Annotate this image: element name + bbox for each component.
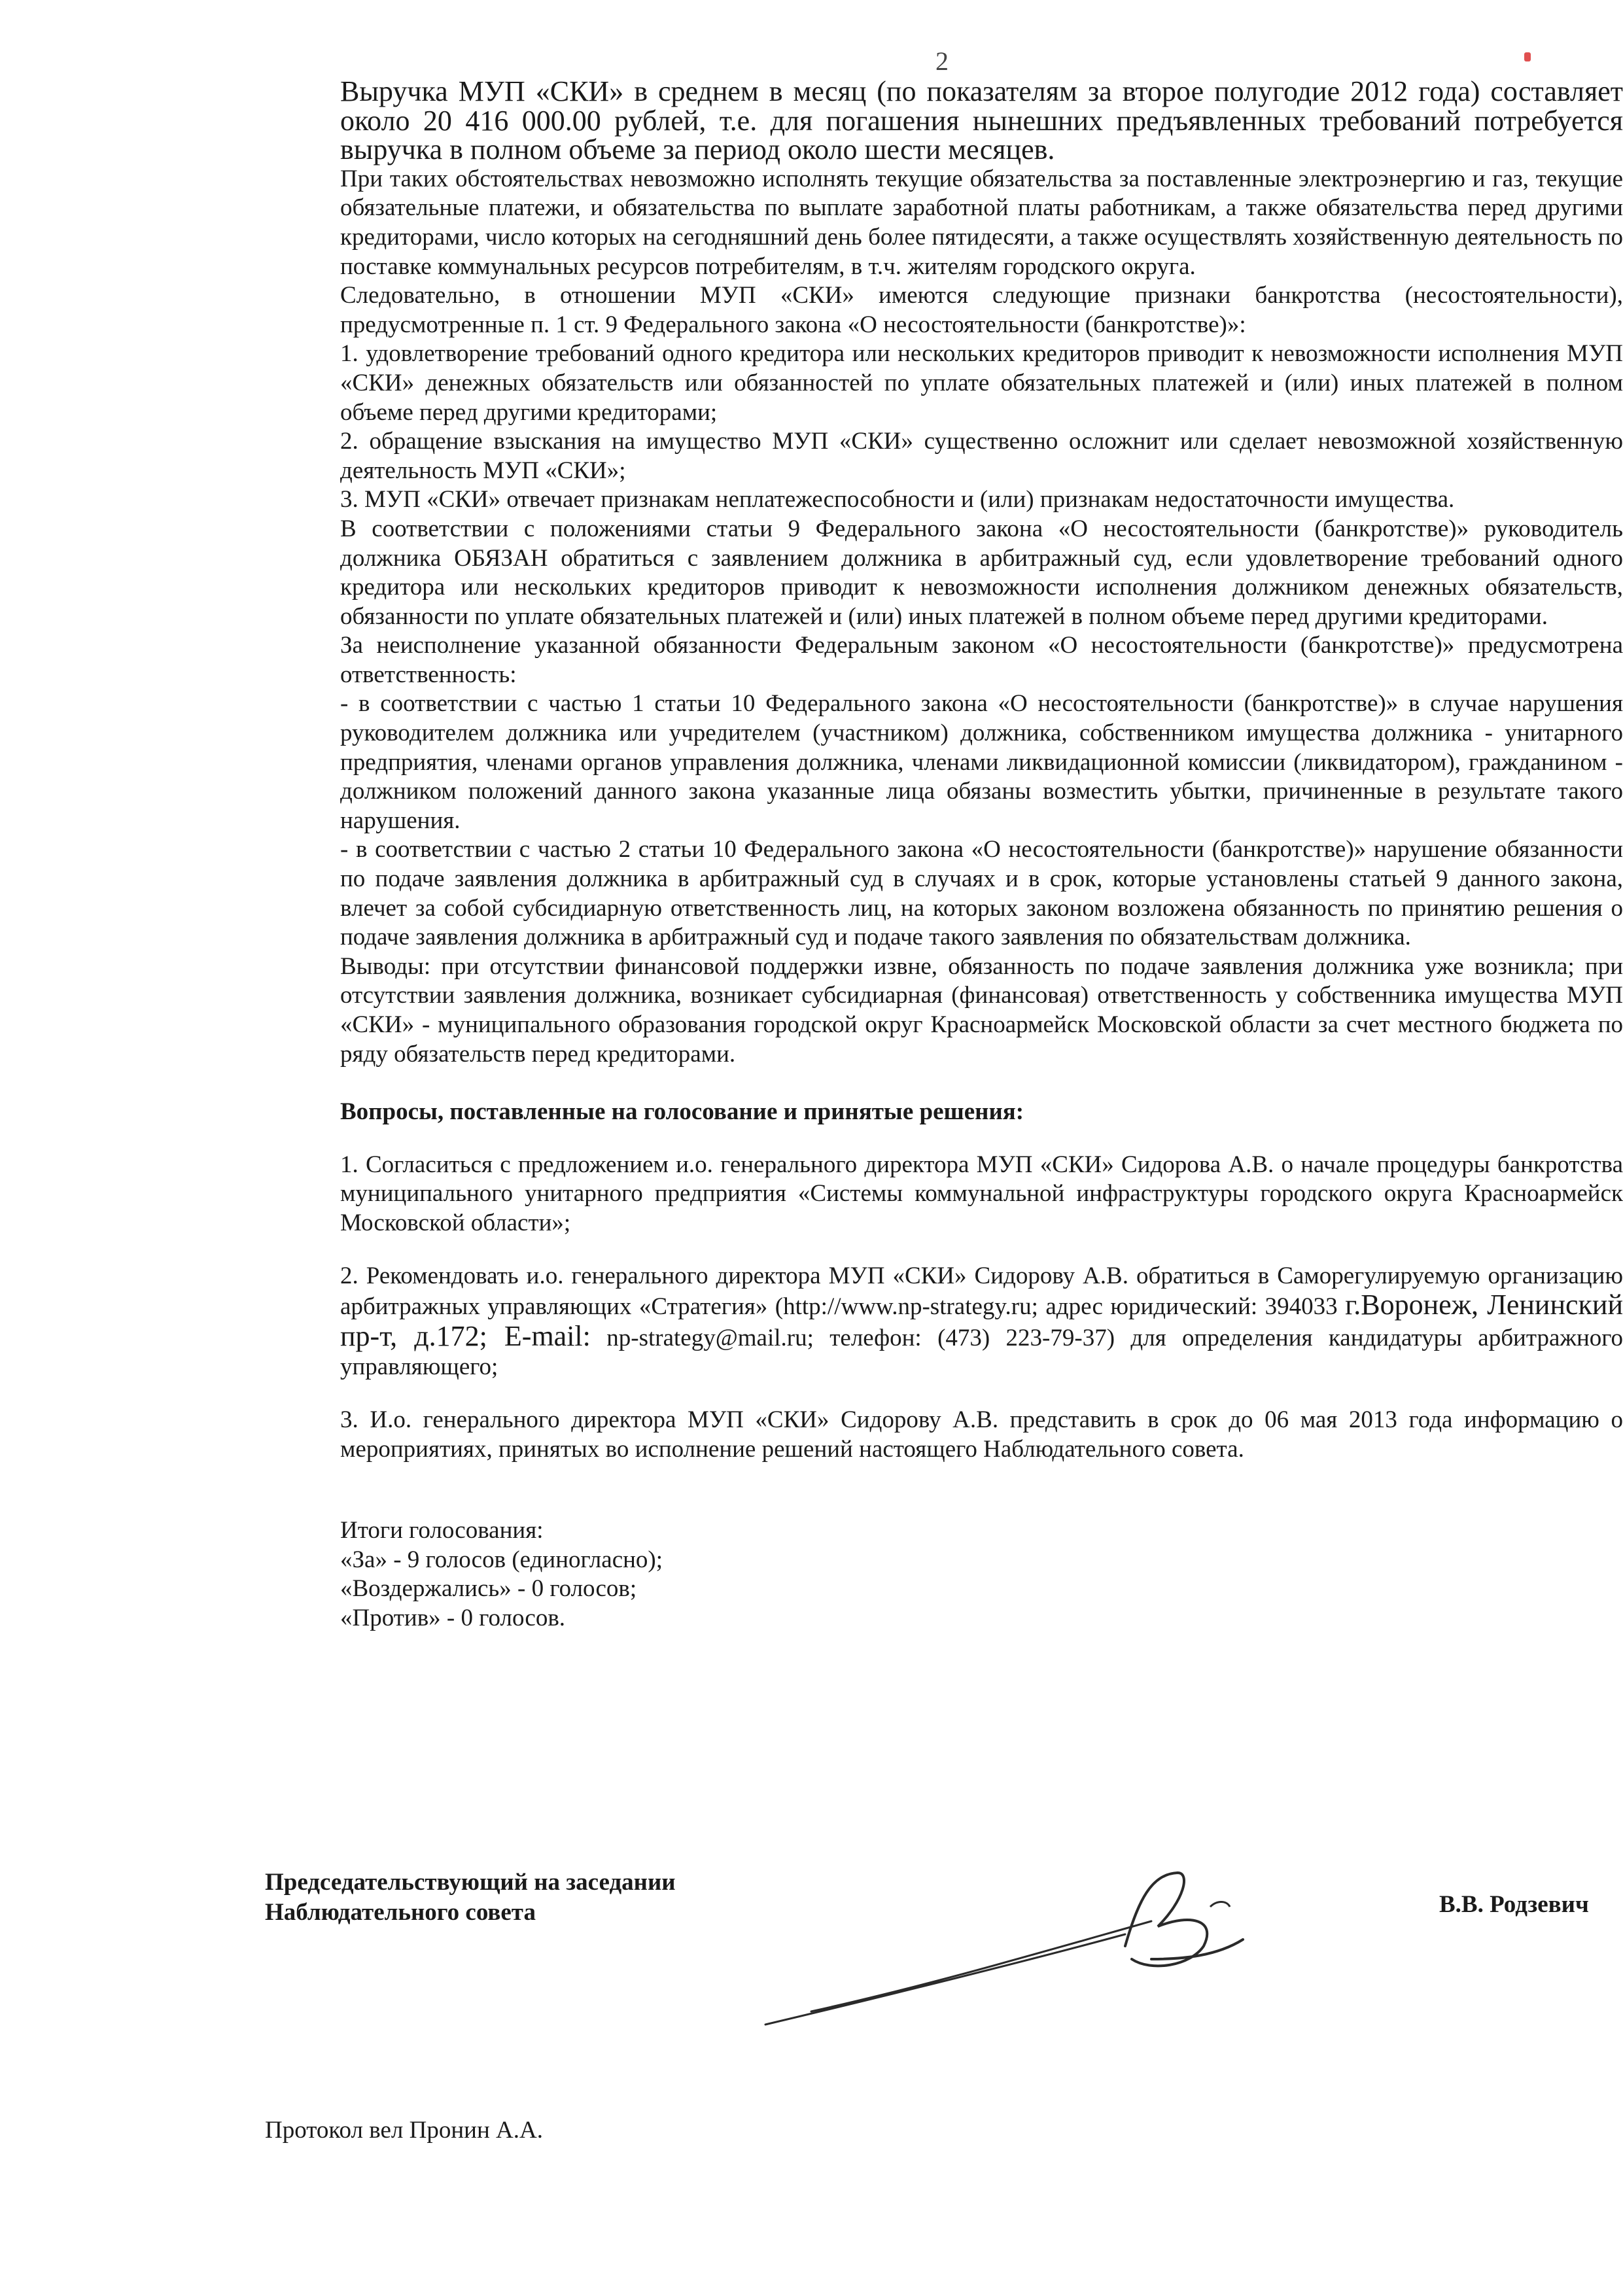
- sign-item-2: 2. обращение взыскания на имущество МУП «СКИ» существенно осложнит или сделает невозможной хозяйственную деятельность МУП «СКИ»;: [340, 428, 1623, 484]
- voting-results: [340, 1516, 1623, 1633]
- voting-title: Итоги голосования:: [340, 1517, 544, 1544]
- chairman-name: В.В. Родзевич: [1439, 1891, 1589, 1918]
- chairman-role: [265, 1868, 676, 1928]
- protocol-keeper: Протокол вел Пронин А.А.: [265, 2117, 543, 2144]
- page-number: 2: [935, 46, 949, 76]
- paragraph-bankruptcy-signs: Следовательно, в отношении МУП «СКИ» имеются следующие признаки банкротства (несостоятельности), предусмотренные п. 1 ст. 9 Федерального закона «О несостоятельности (банкротстве)»:: [340, 282, 1623, 338]
- section-heading: Вопросы, поставленные на голосование и принятые решения:: [340, 1098, 1024, 1126]
- liability-item-1: - в соответствии с частью 1 статьи 10 Федерального закона «О несостоятельности (банкротстве)» в случае нарушения руководителем должника или учредителем (участником) должника, собственником имущества должника - унитарного предприятия, членами органов управления должника, членами ликвидационной комиссии (ликвидатором), гражданином - должником положений данного закона указанные лица обязаны возместить убытки, причиненные в результате такого нарушения.: [340, 690, 1623, 834]
- sign-item-3: 3. МУП «СКИ» отвечает признакам неплатежеспособности и (или) признакам недостаточности имущества.: [340, 486, 1455, 513]
- red-ink-mark: [1524, 52, 1531, 61]
- paragraph-revenue: Выручка МУП «СКИ» в среднем в месяц (по показателям за второе полугодие 2012 года) составляет около 20 416 000.00 рублей, т.е. для погашения нынешних предъявленных требований потребуется выручка в полном объеме за период около шести месяцев.: [340, 75, 1623, 166]
- paragraph-article-9: В соответствии с положениями статьи 9 Федерального закона «О несостоятельности (банкротстве)» руководитель должника ОБЯЗАН обратиться с заявлением должника в арбитражный суд, если удовлетворение требований одного кредитора или нескольких кредиторов приводит к невозможности исполнения должником денежных обязательств, обязанности по уплате обязательных платежей и (или) иных платежей в полном объеме перед другими кредиторами.: [340, 515, 1623, 630]
- decision-2-city: г.Воронеж, Ленинский пр-т, д.172; E-mail:: [340, 1289, 1623, 1352]
- chairman-role-line-1: Председательствующий на заседании: [265, 1869, 676, 1896]
- sign-item-1: 1. удовлетворение требований одного кредитора или нескольких кредиторов приводит к невозможности исполнения МУП «СКИ» денежных обязательств или обязанностей по уплате обязательных платежей и (или) иных платежей в полном объеме перед другими кредиторами;: [340, 340, 1623, 426]
- decision-2-start: 2. Рекомендовать и.о. генерального директора МУП «СКИ» Сидорову А.В. обратиться в Саморегулируемую организацию арбитражных управляющих «Стратегия» (http://www.np-strategy.ru; адрес юридический: 394033: [340, 1262, 1623, 1321]
- decision-3: 3. И.о. генерального директора МУП «СКИ» Сидорову А.В. представить в срок до 06 мая 2013 года информацию о мероприятиях, принятых во исполнение решений настоящего Наблюдательного совета.: [340, 1406, 1623, 1463]
- vote-abstain: «Воздержались» - 0 голосов;: [340, 1575, 637, 1603]
- decision-1: 1. Согласиться с предложением и.о. генерального директора МУП «СКИ» Сидорова А.В. о начале процедуры банкротства муниципального унитарного предприятия «Системы коммунальной инфраструктуры городского округа Красноармейск Московской области»;: [340, 1151, 1623, 1236]
- vote-for: «За» - 9 голосов (единогласно);: [340, 1546, 663, 1573]
- document-body: [340, 77, 1623, 1633]
- decision-2-end: np-strategy@mail.ru; телефон: (473) 223-79-37) для определения кандидатуры арбитражного управляющего;: [340, 1324, 1623, 1381]
- handwritten-signature: [759, 1861, 1256, 2031]
- chairman-role-line-2: Наблюдательного совета: [265, 1899, 536, 1926]
- decision-2: [340, 1262, 1623, 1382]
- vote-against: «Против» - 0 голосов.: [340, 1604, 566, 1631]
- liability-item-2: - в соответствии с частью 2 статьи 10 Федерального закона «О несостоятельности (банкротстве)» нарушение обязанности по подаче заявления должника в арбитражный суд в случаях и в срок, которые установлены статьей 9 данного закона, влечет за собой субсидиарную ответственность лиц, на которых законом возложена обязанность по принятию решения о подаче заявления должника в арбитражный суд и подаче такого заявления по обязательствам должника.: [340, 836, 1623, 951]
- paragraph-conclusions: Выводы: при отсутствии финансовой поддержки извне, обязанность по подаче заявления должника уже возникла; при отсутствии заявления должника, возникает субсидиарная (финансовая) ответственность у собственника имущества МУП «СКИ» - муниципального образования городской округ Красноармейск Московской области за счет местного бюджета по ряду обязательств перед кредиторами.: [340, 952, 1623, 1068]
- paragraph-liability: За неисполнение указанной обязанности Федеральным законом «О несостоятельности (банкротстве)» предусмотрена ответственность:: [340, 632, 1623, 688]
- paragraph-circumstances: При таких обстоятельствах невозможно исполнять текущие обязательства за поставленные электроэнергию и газ, текущие обязательные платежи, и обязательства по выплате заработной платы работникам, а также обязательства перед другими кредиторами, число которых на сегодняшний день более пятидесяти, а также осуществлять хозяйственную деятельность по поставке коммунальных ресурсов потребителям, в т.ч. жителям городского округа.: [340, 165, 1623, 280]
